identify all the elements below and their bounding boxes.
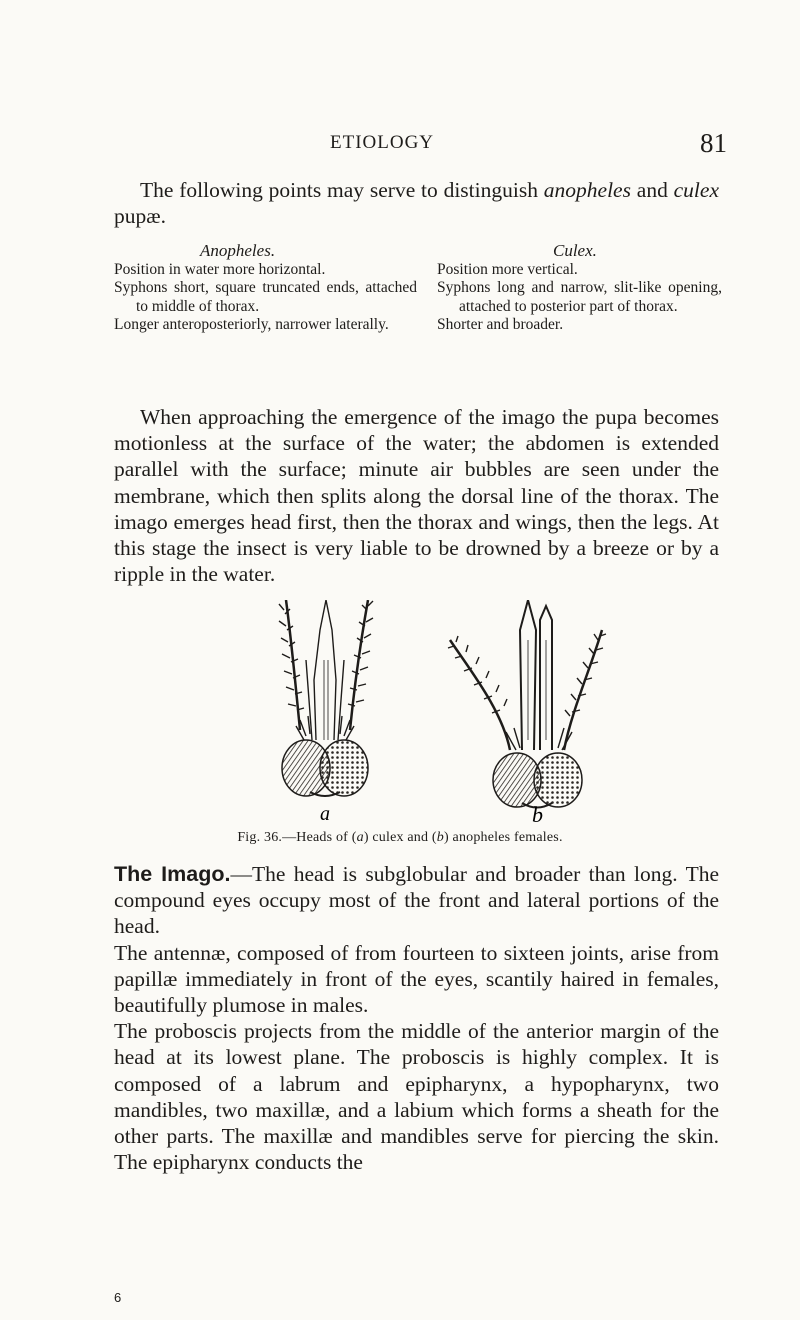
term-culex: culex xyxy=(673,178,719,202)
imago-heading: The Imago. xyxy=(114,862,231,886)
figure-caption xyxy=(0,830,800,846)
imago-paragraph-proboscis: The proboscis projects from the middle of the anterior margin of the head at its lowest plane. The proboscis is highly complex. It is composed of a labrum and epipharynx, a hypopharynx, two mandibles, two maxillæ, and a labium which forms a sheath for the other parts. The maxillæ and mandibles serve for piercing the skin. The epipharynx conducts the xyxy=(114,1019,719,1175)
intro-text: The following points may serve to distinguish xyxy=(140,178,544,202)
emergence-paragraph: When approaching the emergence of the imago the pupa becomes motionless at the surface of the water; the abdomen is extended parallel with the surface; minute air bubbles are seen under the membrane, which then splits along the dorsal line of the thorax. The imago emerges head first, then the thorax and wings, then the legs. At this stage the insect is very liable to be drowned by a breeze or by a ripple in the water. xyxy=(114,405,719,587)
term-anopheles: anopheles xyxy=(543,178,631,202)
anopheles-column xyxy=(114,261,417,335)
culex-item: Position more vertical. xyxy=(437,261,578,278)
imago-paragraph-antennae: The antennæ, composed of from fourteen to sixteen joints, arise from papillæ immediately in front of the eyes, scantily haired in females, beautifully plumose in males. xyxy=(114,940,719,1018)
imago-paragraph-head xyxy=(114,861,719,940)
anopheles-heading: Anopheles. xyxy=(200,241,276,260)
page-number: 81 xyxy=(700,128,727,158)
anopheles-item: Position in water more horizontal. xyxy=(114,261,326,278)
caption-letter-b: b xyxy=(436,830,444,845)
imago-text: —The head is subglobular and broader than long. The compound eyes occupy most of the front and lateral portions of the head. xyxy=(114,862,720,939)
intro-paragraph xyxy=(114,177,719,229)
intro-text: and xyxy=(630,178,674,202)
culex-head-drawing xyxy=(279,600,373,796)
signature-mark: 6 xyxy=(114,1290,122,1305)
anopheles-item: Longer anteroposteriorly, narrower laterally. xyxy=(114,316,389,334)
culex-item: Shorter and broader. xyxy=(437,316,564,334)
caption-letter-a: a xyxy=(356,830,364,845)
culex-item: Syphons long and narrow, slit-like opening, attached to posterior part of thorax. xyxy=(437,279,722,315)
running-title: ETIOLOGY xyxy=(330,132,435,153)
running-head xyxy=(0,128,800,158)
caption-text: Fig. 36.—Heads of ( xyxy=(237,830,357,845)
figure-label-b: b xyxy=(532,802,543,824)
figure-36 xyxy=(240,600,640,824)
caption-text: ) anopheles females. xyxy=(443,830,563,845)
figure-label-a: a xyxy=(320,803,330,824)
intro-text: pupæ. xyxy=(114,204,166,229)
caption-text: ) culex and ( xyxy=(363,830,437,845)
heads-illustration xyxy=(240,600,640,824)
anopheles-head-drawing xyxy=(448,600,606,808)
culex-column xyxy=(437,261,722,335)
anopheles-item: Syphons short, square truncated ends, attached to middle of thorax. xyxy=(114,279,417,315)
culex-heading: Culex. xyxy=(553,241,597,260)
imago-section xyxy=(114,861,719,1175)
